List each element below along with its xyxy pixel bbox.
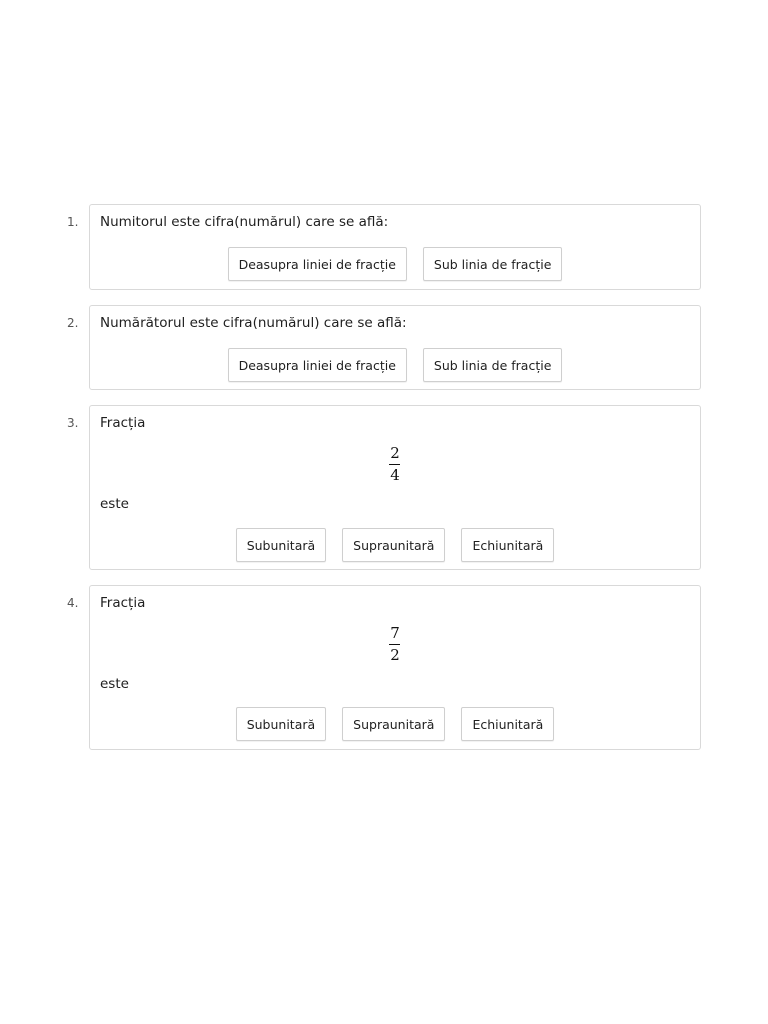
question-text: Fracția bbox=[100, 595, 146, 611]
question-after-text: este bbox=[100, 676, 129, 692]
option-subunitary-button[interactable]: Subunitară bbox=[236, 528, 326, 562]
question-card-4 bbox=[67, 585, 701, 750]
question-card-2 bbox=[67, 305, 701, 390]
answer-options bbox=[90, 707, 700, 741]
fraction-denominator: 2 bbox=[390, 646, 400, 664]
fraction-display bbox=[90, 626, 700, 663]
question-number: 3. bbox=[67, 416, 79, 430]
answer-options bbox=[90, 348, 700, 382]
option-subunitary-button[interactable]: Subunitară bbox=[236, 707, 326, 741]
option-above-fraction-line-button[interactable]: Deasupra liniei de fracție bbox=[228, 247, 407, 281]
fraction-numerator: 7 bbox=[390, 624, 400, 642]
question-number: 1. bbox=[67, 215, 79, 229]
option-echiunitary-button[interactable]: Echiunitară bbox=[461, 707, 554, 741]
question-text: Numitorul este cifra(numărul) care se află: bbox=[100, 214, 389, 230]
question-number: 4. bbox=[67, 596, 79, 610]
fraction bbox=[388, 626, 402, 663]
question-card-3 bbox=[67, 405, 701, 570]
option-below-fraction-line-button[interactable]: Sub linia de fracție bbox=[423, 247, 562, 281]
question-number: 2. bbox=[67, 316, 79, 330]
fraction-numerator: 2 bbox=[390, 444, 400, 462]
answer-options bbox=[90, 247, 700, 281]
fraction bbox=[388, 446, 402, 483]
option-above-fraction-line-button[interactable]: Deasupra liniei de fracție bbox=[228, 348, 407, 382]
option-supraunitary-button[interactable]: Supraunitară bbox=[342, 707, 445, 741]
fraction-denominator: 4 bbox=[390, 466, 400, 484]
answer-options bbox=[90, 528, 700, 562]
question-card-1 bbox=[67, 204, 701, 290]
question-after-text: este bbox=[100, 496, 129, 512]
fraction-display bbox=[90, 446, 700, 483]
question-text: Fracția bbox=[100, 415, 146, 431]
option-supraunitary-button[interactable]: Supraunitară bbox=[342, 528, 445, 562]
option-echiunitary-button[interactable]: Echiunitară bbox=[461, 528, 554, 562]
option-below-fraction-line-button[interactable]: Sub linia de fracție bbox=[423, 348, 562, 382]
question-text: Numărătorul este cifra(numărul) care se află: bbox=[100, 315, 407, 331]
